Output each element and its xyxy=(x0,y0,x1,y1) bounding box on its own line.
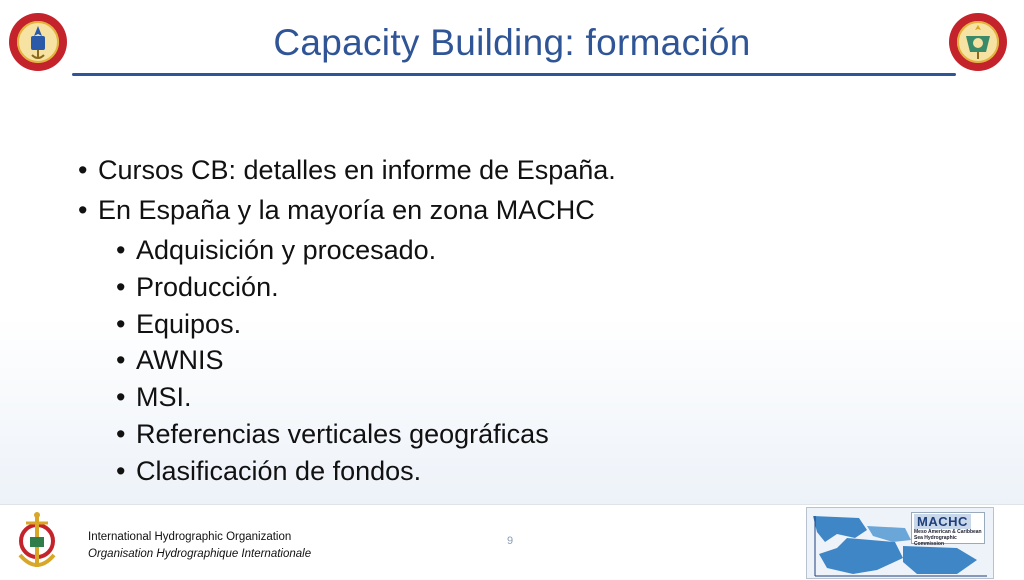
iho-anchor-logo-icon xyxy=(12,511,62,575)
sub-bullet-text: Clasificación de fondos. xyxy=(136,455,422,486)
sub-bullet-text: Adquisición y procesado. xyxy=(136,235,437,265)
sub-bullet-item xyxy=(78,453,616,490)
bullet-glyph: • xyxy=(116,418,126,449)
bullet-item xyxy=(78,192,616,228)
machc-description: Meso American & Caribbean Sea Hydrographic Commission xyxy=(914,529,982,547)
sub-bullet-item xyxy=(78,342,616,379)
sub-bullet-item xyxy=(78,232,616,269)
machc-name: MACHC xyxy=(914,514,971,529)
bullet-glyph: • xyxy=(78,195,88,225)
right-seal-icon xyxy=(948,12,1008,72)
machc-logo xyxy=(806,507,994,579)
sub-bullet-item xyxy=(78,416,616,453)
bullet-glyph: • xyxy=(116,235,126,265)
sub-bullet-text: Referencias verticales geográficas xyxy=(136,418,549,449)
slide-footer xyxy=(0,504,1024,577)
sub-bullet-item xyxy=(78,269,616,306)
bullet-text: Cursos CB: detalles en informe de España. xyxy=(98,155,616,185)
bullet-item xyxy=(78,152,616,188)
org-name-english: International Hydrographic Organization xyxy=(88,531,292,543)
bullet-glyph: • xyxy=(116,345,126,376)
machc-badge xyxy=(911,512,985,547)
slide-content xyxy=(78,152,616,490)
bullet-glyph: • xyxy=(116,382,126,413)
sub-bullet-text: Producción. xyxy=(136,271,279,302)
sub-bullet-text: MSI. xyxy=(136,382,192,413)
bullet-text: En España y la mayoría en zona MACHC xyxy=(98,195,595,225)
iho-org-name xyxy=(88,529,311,563)
page-number: 9 xyxy=(506,535,514,547)
bullet-glyph: • xyxy=(116,455,126,486)
org-name-french: Organisation Hydrographique Internationale xyxy=(88,548,312,560)
bullet-glyph: • xyxy=(116,271,126,302)
sub-bullet-text: Equipos. xyxy=(136,308,242,339)
bullet-glyph: • xyxy=(78,155,88,185)
slide-title: Capacity Building: formación xyxy=(273,22,751,63)
bullet-glyph: • xyxy=(116,308,126,339)
sub-bullet-item xyxy=(78,306,616,343)
sub-bullet-item xyxy=(78,379,616,416)
title-underline xyxy=(72,73,956,76)
sub-bullet-text: AWNIS xyxy=(136,345,224,376)
